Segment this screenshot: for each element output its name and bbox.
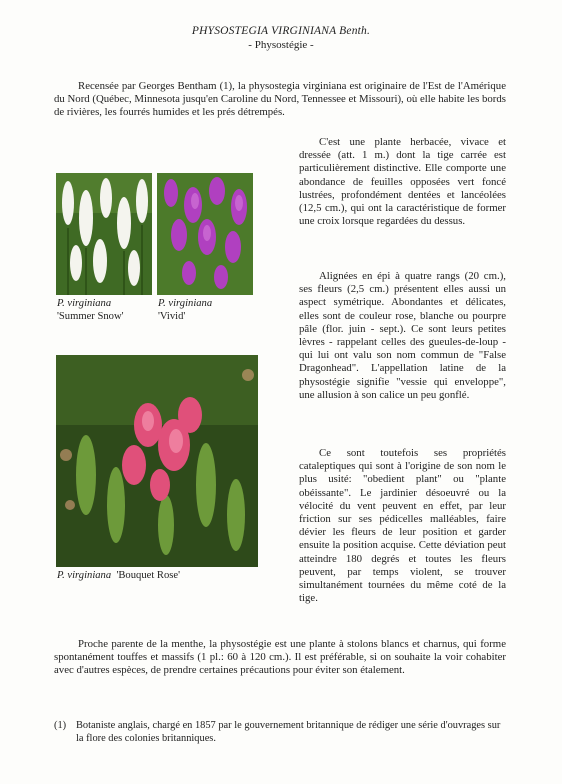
description-paragraph: C'est une plante herbacée, vivace et dressée (att. 1 m.) dont la tige carrée est particulièrement distinctive. Elle comporte une abondance de feuilles opposées vert foncé lustrées, profondément dentées et lancéolées (12,5 cm.), qui ont la caractéristique de former une croix lorsque regardées du dessus. xyxy=(299,136,506,228)
page-subtitle: - Physostégie - xyxy=(248,39,314,51)
footnote xyxy=(54,719,506,745)
flowers-paragraph: Alignées en épi à quatre rangs (20 cm.), ses fleurs (2,5 cm.) présentent elles aussi un aspect symétrique. Abondantes et délicates, elles sont de couleur rose, blanche ou pourpre pâle (flor. juin - sept.). Ce sont leurs petites lèvres - rappelant celles des gueules-de-loup - qui lui ont valu son nom commun de "False Dragonhead". L'appellation latine de la physostégie signifie "vessie qui enveloppe", une allusion à son calice un peu gonflé. xyxy=(299,270,506,401)
closing-paragraph: Proche parente de la menthe, la physostégie est une plante à stolons blancs et charnus, qui forme spontanément touffes et massifs (1 pl.: 60 à 120 cm.). Il est préférable, si on souhaite la voir cohabiter avec d'autres espèces, de prendre certaines précautions pour éviter son étalement. xyxy=(54,638,506,677)
photo-bouquet-rose xyxy=(56,355,258,567)
obedient-plant-paragraph: Ce sont toutefois ses propriétés cataleptiques qui sont à l'origine de son nom le plus usité: "obedient plant" ou "plante obéissante". Le jardinier désoeuvré ou la vélocité du vent peuvent en effet, par leur friction sur ses pédicelles malléables, faire dévier les fleurs de leur position et garder ensuite la position acquise. Cette déviation peut atteindre 180 degrés et toutes les fleurs peuvent, par temps violent, se trouver simultanément tournées du même coté de la tige. xyxy=(299,447,506,605)
caption-bouquet-rose: P. virginiana 'Bouquet Rose' xyxy=(57,570,181,581)
photo-summer-snow xyxy=(56,173,152,295)
footnote-marker: (1) xyxy=(54,720,67,731)
footnote-text: Botaniste anglais, chargé en 1857 par le gouvernement britannique de rédiger une série d'ouvrages sur la flore des colonies britanniques. xyxy=(76,720,501,744)
intro-paragraph: Recensée par Georges Bentham (1), la physostegia virginiana est originaire de l'Est de l'Amérique du Nord (Québec, Minnesota jusqu'en Caroline du Nord, Tennessee et Missouri), où elle habite les bords de rivières, les fourrés humides et les prés détrempés. xyxy=(54,80,506,119)
page-title: PHYSOSTEGIA VIRGINIANA Benth. xyxy=(191,25,371,37)
caption-summer-snow: P. virginiana 'Summer Snow' xyxy=(57,298,124,322)
photo-vivid xyxy=(157,173,253,295)
caption-vivid: P. virginiana 'Vivid' xyxy=(158,298,213,322)
